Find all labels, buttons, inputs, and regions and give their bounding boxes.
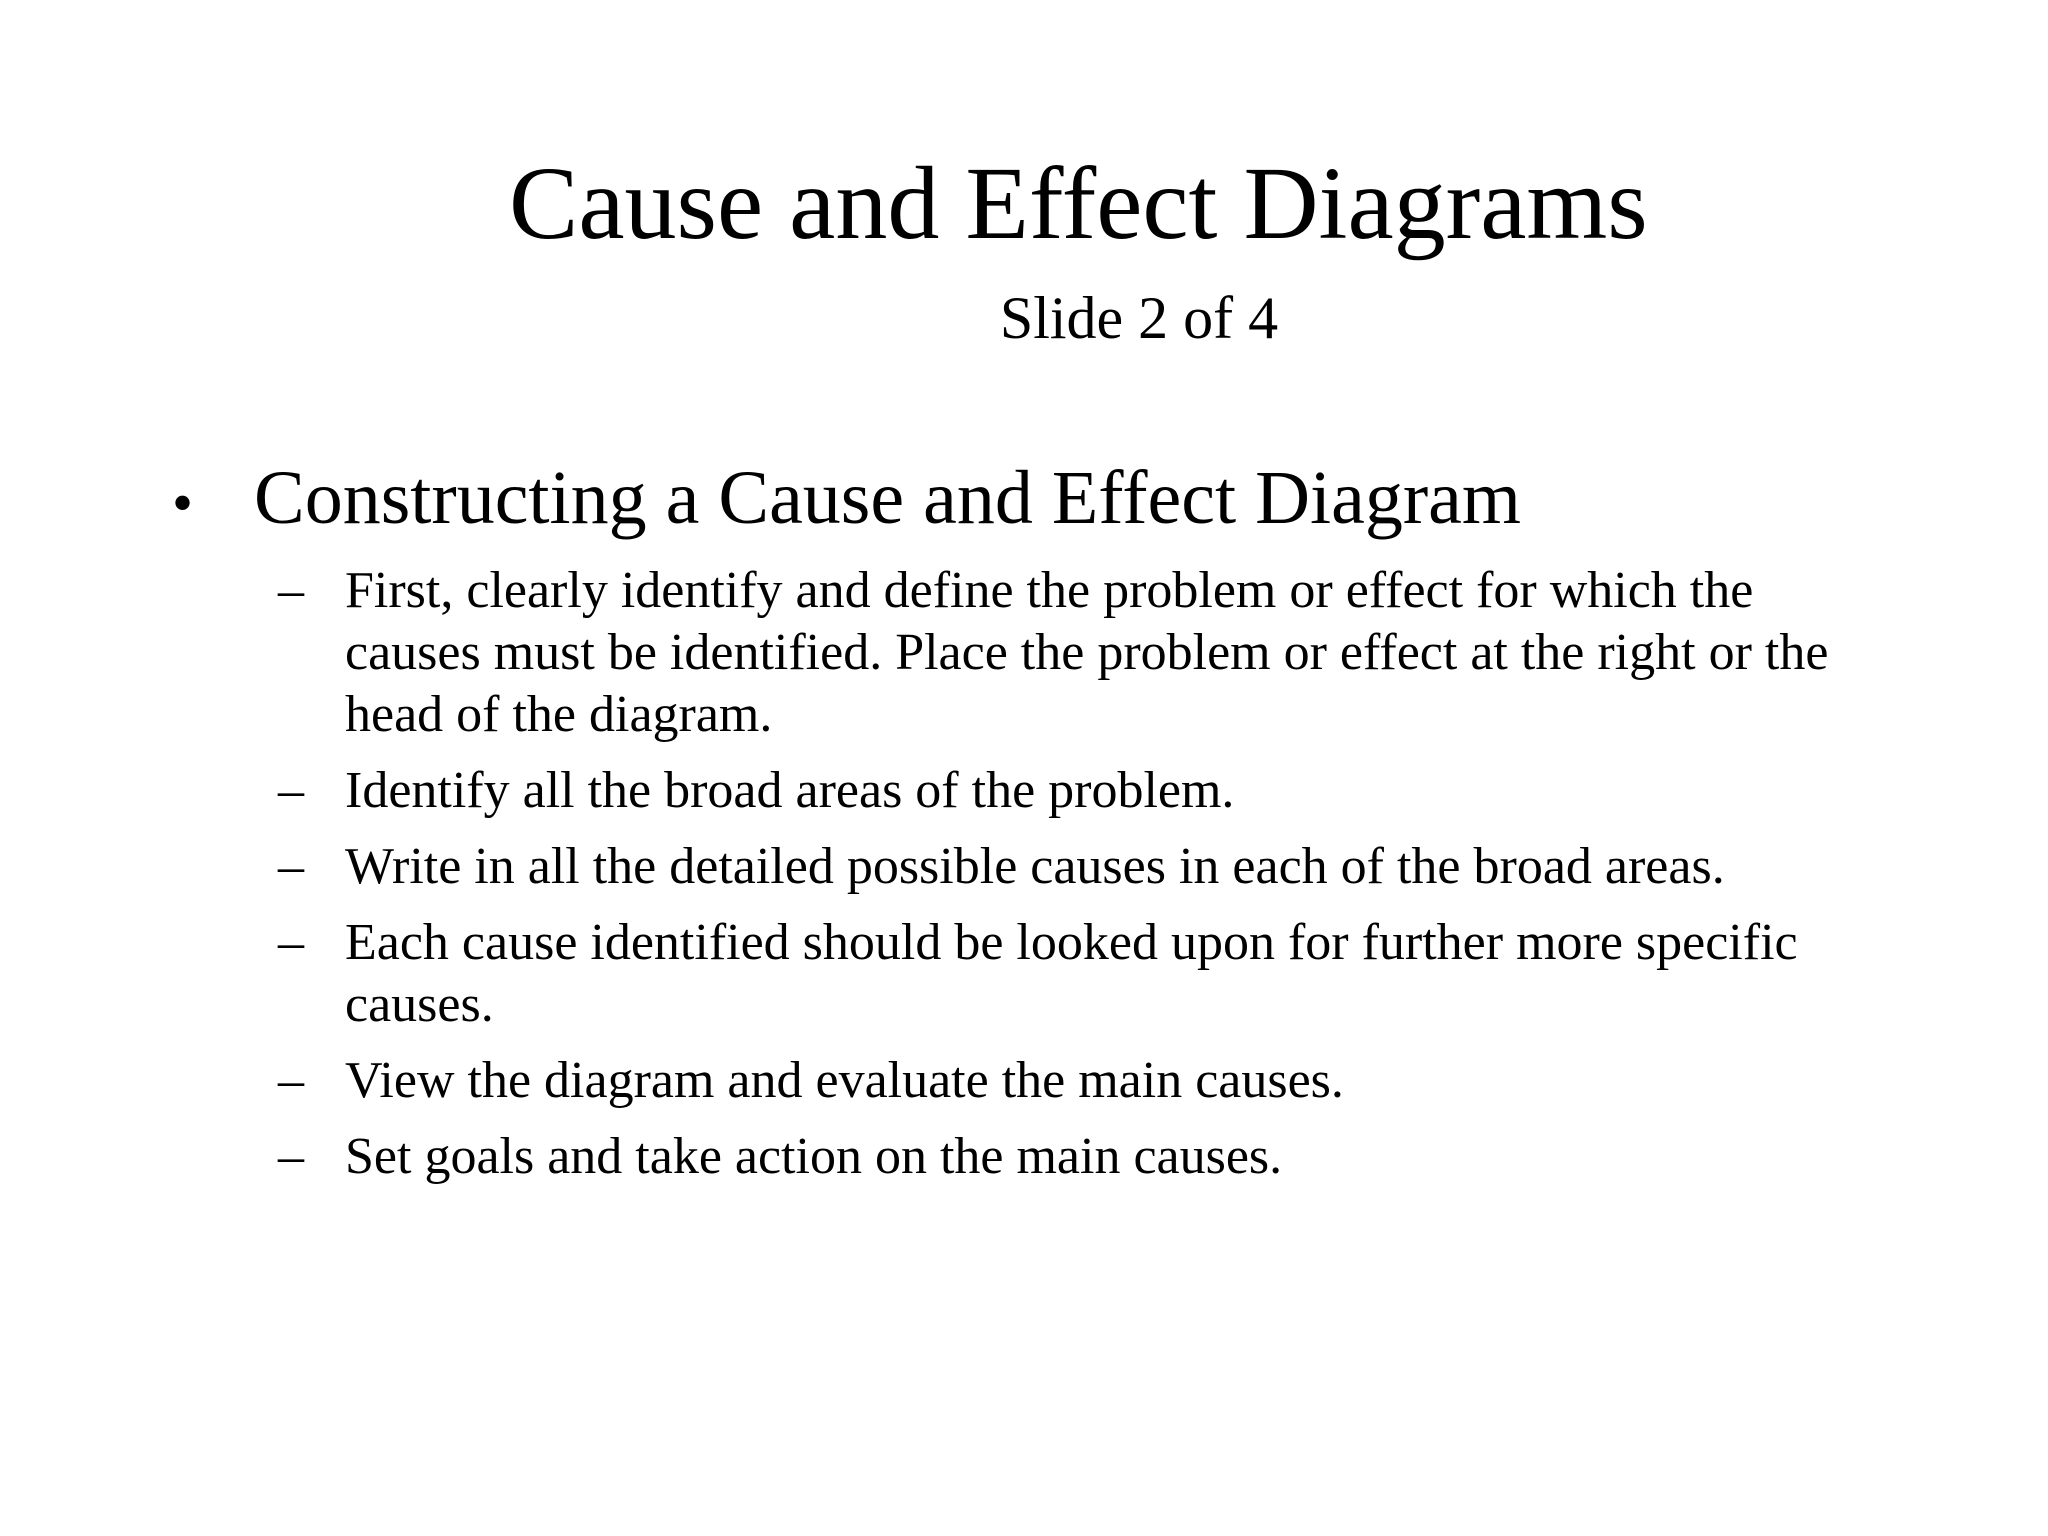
sub-bullet-item: [278, 760, 1898, 822]
sub-bullet-text: First, clearly identify and define the problem or effect for which the causes must be identified. Place the problem or effect at the right or the head of the diagram.: [345, 562, 1829, 743]
main-bullet: [172, 456, 1521, 540]
sub-bullet-text: Set goals and take action on the main causes.: [345, 1128, 1283, 1185]
sub-bullet-item: [278, 912, 1898, 1036]
dash-marker: –: [278, 762, 304, 819]
dash-marker: –: [278, 1128, 304, 1185]
dash-marker: –: [278, 838, 304, 895]
sub-bullet-list: [278, 560, 1898, 1202]
sub-bullet-text: View the diagram and evaluate the main causes.: [345, 1052, 1344, 1109]
bullet-marker: •: [172, 470, 194, 536]
sub-bullet-item: [278, 1050, 1898, 1112]
dash-marker: –: [278, 562, 304, 619]
sub-bullet-text: Write in all the detailed possible causes in each of the broad areas.: [345, 838, 1725, 895]
main-bullet-text: Constructing a Cause and Effect Diagram: [254, 456, 1521, 540]
sub-bullet-item: [278, 560, 1898, 746]
sub-bullet-text: Identify all the broad areas of the problem.: [345, 762, 1235, 819]
sub-bullet-item: [278, 836, 1898, 898]
slide-title: Cause and Effect Diagrams: [509, 146, 1648, 261]
sub-bullet-item: [278, 1126, 1898, 1188]
slide-subtitle: Slide 2 of 4: [999, 285, 1279, 351]
dash-marker: –: [278, 914, 304, 971]
sub-bullet-text: Each cause identified should be looked upon for further more specific causes.: [345, 914, 1798, 1033]
dash-marker: –: [278, 1052, 304, 1109]
